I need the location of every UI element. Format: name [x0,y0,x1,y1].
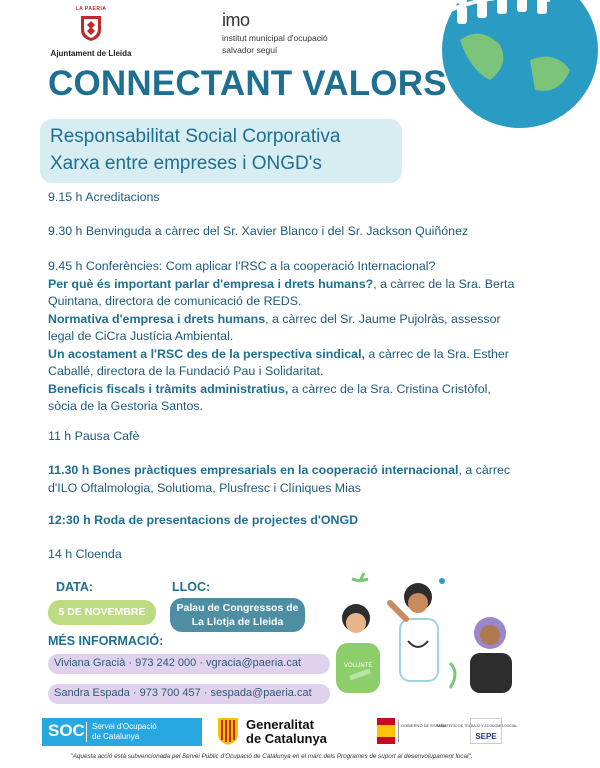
talk-4-rest: a càrrec de la Sra. Cristina Cristòfol, sòcia de la Gestoria Santos. [48,381,491,413]
imo-mark: imo [222,10,250,30]
program-item-presentations [48,512,518,530]
talk-4-title: Beneficis fiscals i tràmits administratius, [48,381,289,396]
place-line1: Palau de Congressos de [176,602,299,614]
program-item-closing: 14 h Cloenda [48,547,122,561]
subtitle-line2: Xarxa entre empreses i ONGD's [50,153,322,174]
generalitat-shield-icon [216,716,240,746]
generalitat-logo [216,716,327,751]
place-line2: La Llotja de Lleida [191,616,284,628]
paeria-logo [46,6,136,58]
program-item-best-practices [48,462,518,497]
gen-line2: de Catalunya [246,731,327,746]
gov-text1: GOBIERNO DE ESPAÑA [401,723,447,728]
talk-2-rest: , a càrrec del Sr. Jaume Pujolràs, assessor legal de CiCra Justícia Ambiental. [48,311,501,343]
program-item-welcome: 9.30 h Benvinguda a càrrec del Sr. Xavier Blanco i del Sr. Jackson Quiñónez [48,224,469,238]
imo-logo [222,10,382,55]
soc-line1: Servei d'Ocupació [92,722,157,731]
date-pill: 5 DE NOVEMBRE [48,600,156,625]
volunteers-illustration [330,573,525,698]
soc-divider [86,722,87,742]
soc-logo [42,718,202,746]
more-info-label: MÉS INFORMACIÓ: [48,634,164,648]
program-conferences-block [48,258,518,416]
contact-sandra: Sandra Espada · 973 700 457 · sespada@paeria.cat [48,684,330,704]
paeria-small-label: LA PAERIA [75,6,107,12]
shirt-text: VOLUNTE [344,663,373,669]
soc-big: SOC [48,721,85,740]
talk-2 [48,311,518,346]
subtitle-line1: Responsabilitat Social Corporativa [50,126,341,147]
funding-disclaimer: "Aquesta acció està subvencionada pel Servei Públic d'Ocupació de Catalunya en el marc dels Programes de suport al desenvolupament local". [70,753,473,760]
sepe-logo: SEPE [470,718,502,744]
talk-1 [48,276,518,311]
talk-1-rest: , a càrrec de la Sra. Berta Quintana, directora de comunicació de REDS. [48,276,515,308]
generalitat-text [246,718,327,746]
imo-line1: institut municipal d'ocupació [222,33,328,43]
soc-text [92,722,157,742]
presentations-title: 12:30 h Roda de presentacions de projectes d'ONGD [48,513,359,527]
best-practices-rest: , a càrrec d'ILO Oftalmologia, Solutioma, Plusfresc i Clíniques Mias [48,463,511,495]
date-label: DATA: [56,580,94,594]
contact-viviana: Viviana Gracià · 973 242 000 · vgracia@paeria.cat [48,654,330,674]
place-pill [170,598,305,632]
page-title: CONNECTANT VALORS [48,64,447,103]
conferences-intro: 9.45 h Conferències: Com aplicar l'RSC a la cooperació Internacional? [48,259,436,273]
gen-line1: Generalitat [246,717,314,732]
talk-3-rest: a càrrec de la Sra. Esther Caballé, directora de la Fundació Pau i Solidaritat. [48,346,509,378]
gov-text2: MINISTERIO DE TRABAJO Y ECONOMÍA SOCIAL [437,724,518,728]
program-item-coffee: 11 h Pausa Cafè [48,429,140,443]
imo-line2: salvador seguí [222,45,278,55]
globe-people-illustration [440,0,600,110]
footer [0,710,543,768]
place-label: LLOC: [172,580,211,594]
paeria-name: Ajuntament de Lleida [50,49,132,58]
subtitle-box [40,119,402,183]
lleida-crest-icon [78,14,104,42]
talk-2-title: Normativa d'empresa i drets humans [48,311,266,326]
best-practices-title: 11.30 h Bones pràctiques empresarials en la cooperació internacional [48,463,459,477]
talk-3 [48,346,518,381]
talk-1-title: Per què és important parlar d'empresa i drets humans? [48,276,374,291]
talk-3-title: Un acostament a l'RSC des de la perspectiva sindical, [48,346,365,361]
soc-line2: de Catalunya [92,732,140,741]
talk-4 [48,381,518,416]
program-item-accreditations: 9.15 h Acreditacions [48,190,160,204]
